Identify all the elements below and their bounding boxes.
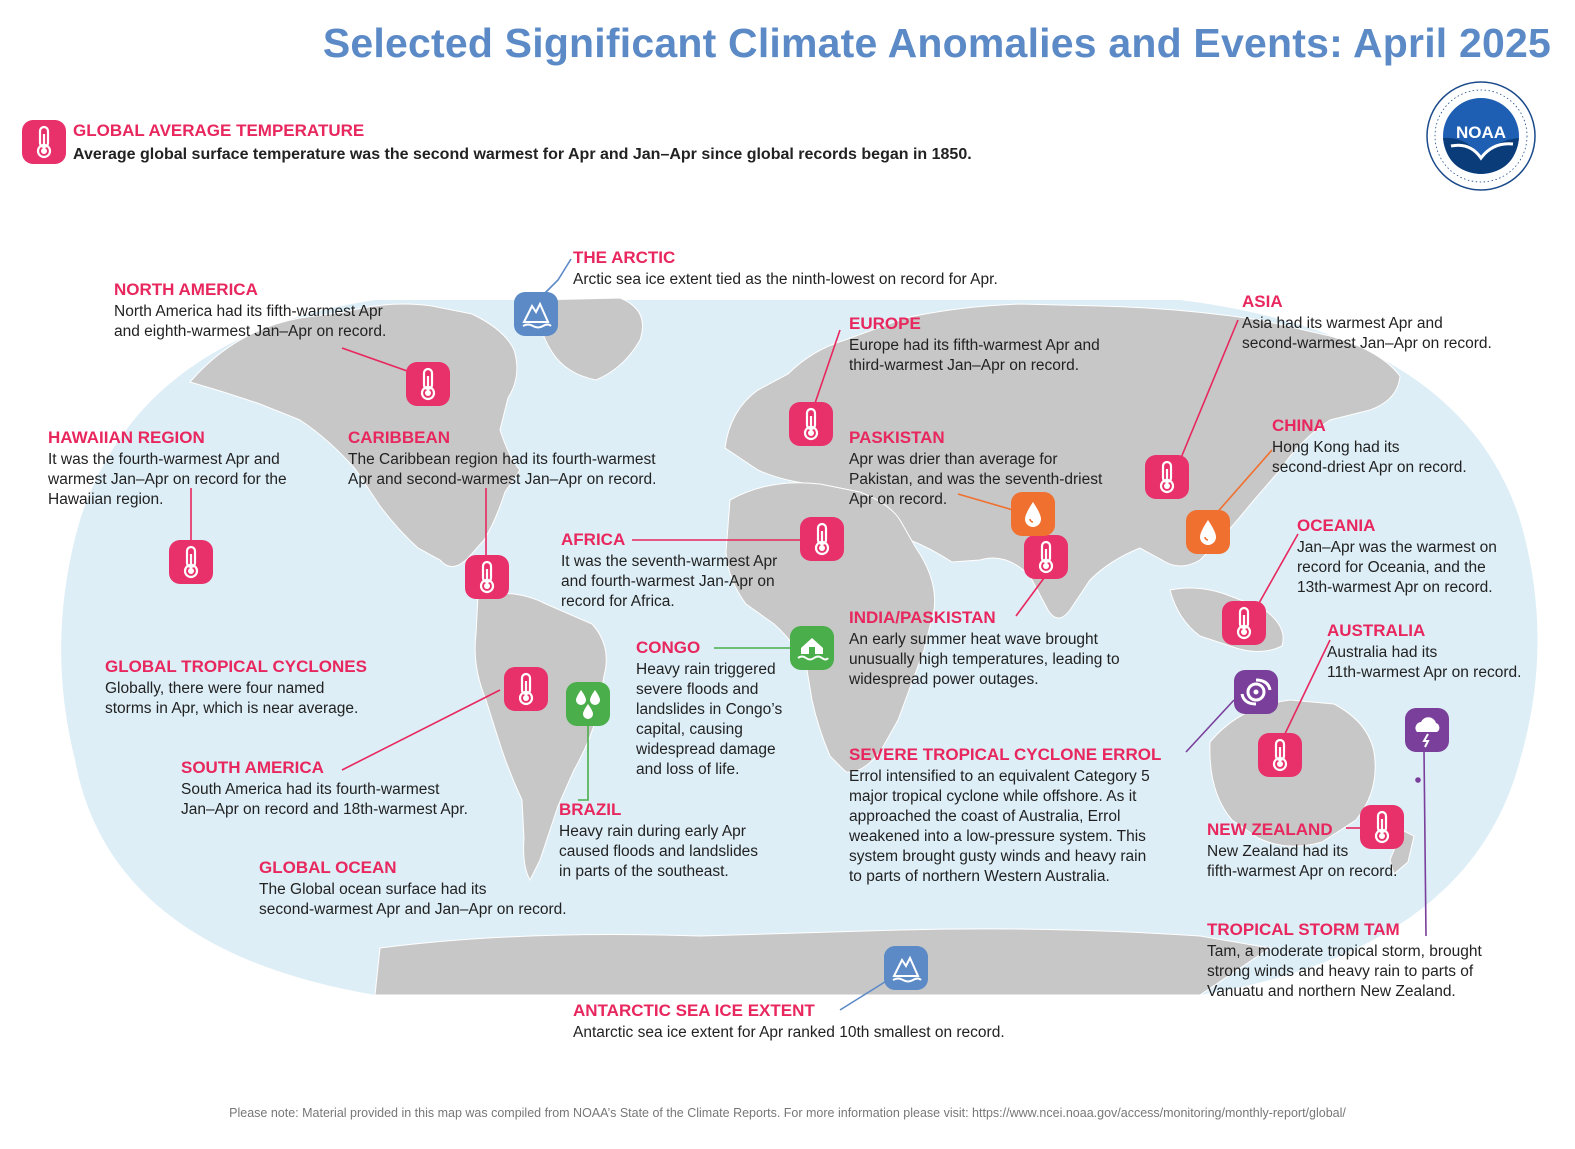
event-heading: GLOBAL OCEAN	[259, 858, 397, 877]
event-text: The Caribbean region had its fourth-warmest Apr and second-warmest Jan–Apr on record.	[348, 451, 657, 488]
event-congo	[636, 638, 782, 780]
event-text: Jan–Apr was the warmest on record for Oceania, and the 13th-warmest Apr on record.	[1297, 539, 1497, 596]
event-heading: ANTARCTIC SEA ICE EXTENT	[573, 1001, 815, 1020]
event-heading: AUSTRALIA	[1327, 621, 1426, 640]
event-heading: CARIBBEAN	[348, 428, 450, 447]
event-heading: TROPICAL STORM TAM	[1207, 920, 1400, 939]
event-text: Europe had its fifth-warmest Apr and third-warmest Jan–Apr on record.	[849, 337, 1100, 374]
event-heading: GLOBAL TROPICAL CYCLONES	[105, 657, 367, 676]
page-title: Selected Significant Climate Anomalies and Events: April 2025	[322, 20, 1551, 66]
global-average-temperature-text: Average global surface temperature was the second warmest for Apr and Jan–Apr since global records began in 1850.	[73, 146, 972, 163]
event-heading: CHINA	[1272, 416, 1326, 435]
event-heading: AFRICA	[561, 530, 626, 549]
event-heading: ASIA	[1242, 292, 1283, 311]
thermometer-icon	[1258, 733, 1302, 777]
thermometer-icon	[465, 555, 509, 599]
event-china	[1272, 416, 1467, 478]
tam-dot	[1416, 778, 1420, 782]
thermometer-icon	[406, 362, 450, 406]
thermometer-icon	[1145, 455, 1189, 499]
event-text: Australia had its 11th-warmest Apr on record.	[1327, 644, 1522, 681]
event-antarctic	[573, 1001, 1005, 1043]
thermometer-icon	[1024, 535, 1068, 579]
heavy-rain-drops-icon	[566, 682, 610, 726]
event-text: Globally, there were four named storms in Apr, which is near average.	[105, 680, 359, 717]
event-new-zealand	[1207, 820, 1397, 882]
event-text: Hong Kong had its second-driest Apr on record.	[1272, 439, 1467, 476]
event-tropical-storm-tam	[1207, 920, 1482, 1002]
svg-text:NOAA: NOAA	[1455, 123, 1507, 142]
event-text: An early summer heat wave brought unusually high temperatures, leading to widespread power outages.	[849, 631, 1120, 688]
event-text: Heavy rain during early Apr caused floods and landslides in parts of the southeast.	[559, 823, 759, 880]
event-south-america	[181, 758, 468, 820]
event-heading: CONGO	[636, 638, 701, 657]
event-heading: PASKISTAN	[849, 428, 945, 447]
event-text: It was the fourth-warmest Apr and warmest Jan–Apr on record for the Hawaiian region.	[48, 451, 287, 508]
event-brazil	[559, 800, 758, 882]
land-antarctica	[375, 929, 1270, 995]
thermometer-icon	[1222, 601, 1266, 645]
event-heading: NEW ZEALAND	[1207, 820, 1333, 839]
event-text: Tam, a moderate tropical storm, brought strong winds and heavy rain to parts of Vanuatu and northern New Zealand.	[1207, 943, 1482, 1000]
event-text: Arctic sea ice extent tied as the ninth-lowest on record for Apr.	[573, 271, 998, 288]
event-heading: HAWAIIAN REGION	[48, 428, 205, 447]
event-heading: THE ARCTIC	[573, 248, 676, 267]
event-text: Errol intensified to an equivalent Category 5 major tropical cyclone while offshore. As it approached the coast of Australia, Errol weakened into a low-pressure system. This system brought gusty winds and heavy rain to parts of northern Western Australia.	[849, 768, 1150, 885]
event-oceania	[1297, 516, 1497, 598]
event-global-tropical-cyclones	[105, 657, 367, 719]
cyclone-icon	[1234, 670, 1278, 714]
event-asia	[1242, 292, 1492, 354]
footnote: Please note: Material provided in this map was compiled from NOAA’s State of the Climate Reports. For more information please visit: https://www.ncei.noaa.gov/access/monitoring/monthly-report/global/	[229, 1106, 1346, 1120]
event-text: South America had its fourth-warmest Jan–Apr on record and 18th-warmest Apr.	[181, 781, 468, 818]
event-text: It was the seventh-warmest Apr and fourth-warmest Jan-Apr on record for Africa.	[561, 553, 778, 610]
event-europe	[849, 314, 1100, 376]
event-text: Apr was drier than average for Pakistan, and was the seventh-driest Apr on record.	[849, 451, 1103, 508]
thermometer-icon	[504, 667, 548, 711]
event-text: Asia had its warmest Apr and second-warmest Jan–Apr on record.	[1242, 315, 1492, 352]
event-severe-tc-errol	[849, 745, 1161, 887]
event-africa	[561, 530, 777, 612]
drought-drop-icon	[1186, 510, 1230, 554]
event-pakistan	[849, 428, 1102, 510]
thermometer-icon	[800, 517, 844, 561]
event-text: New Zealand had its fifth-warmest Apr on record.	[1207, 843, 1398, 880]
event-global-ocean	[259, 858, 567, 920]
event-text: North America had its fifth-warmest Apr and eighth-warmest Jan–Apr on record.	[114, 303, 387, 340]
storm-cloud-icon	[1405, 708, 1449, 752]
event-heading: SEVERE TROPICAL CYCLONE ERROL	[849, 745, 1162, 764]
event-heading: INDIA/PASKISTAN	[849, 608, 996, 627]
flood-house-icon	[790, 626, 834, 670]
event-heading: OCEANIA	[1297, 516, 1376, 535]
thermometer-icon	[789, 402, 833, 446]
sea-ice-icon	[884, 946, 928, 990]
event-australia	[1327, 621, 1521, 683]
event-heading: BRAZIL	[559, 800, 622, 819]
event-text: Antarctic sea ice extent for Apr ranked 10th smallest on record.	[573, 1024, 1005, 1041]
event-text: The Global ocean surface had its second-warmest Apr and Jan–Apr on record.	[259, 881, 567, 918]
event-caribbean	[348, 428, 656, 490]
event-north-america	[114, 280, 386, 342]
sea-ice-icon	[514, 292, 558, 336]
event-arctic	[573, 248, 998, 290]
global-average-temperature-heading: GLOBAL AVERAGE TEMPERATURE	[73, 121, 365, 140]
event-india-pakistan	[849, 608, 1120, 690]
event-hawaiian-region	[48, 428, 287, 510]
thermometer-icon	[169, 540, 213, 584]
event-heading: NORTH AMERICA	[114, 280, 258, 299]
event-text: Heavy rain triggered severe floods and landslides in Congo’s capital, causing widespread damage and loss of life.	[636, 661, 783, 778]
event-heading: SOUTH AMERICA	[181, 758, 324, 777]
event-heading: EUROPE	[849, 314, 921, 333]
